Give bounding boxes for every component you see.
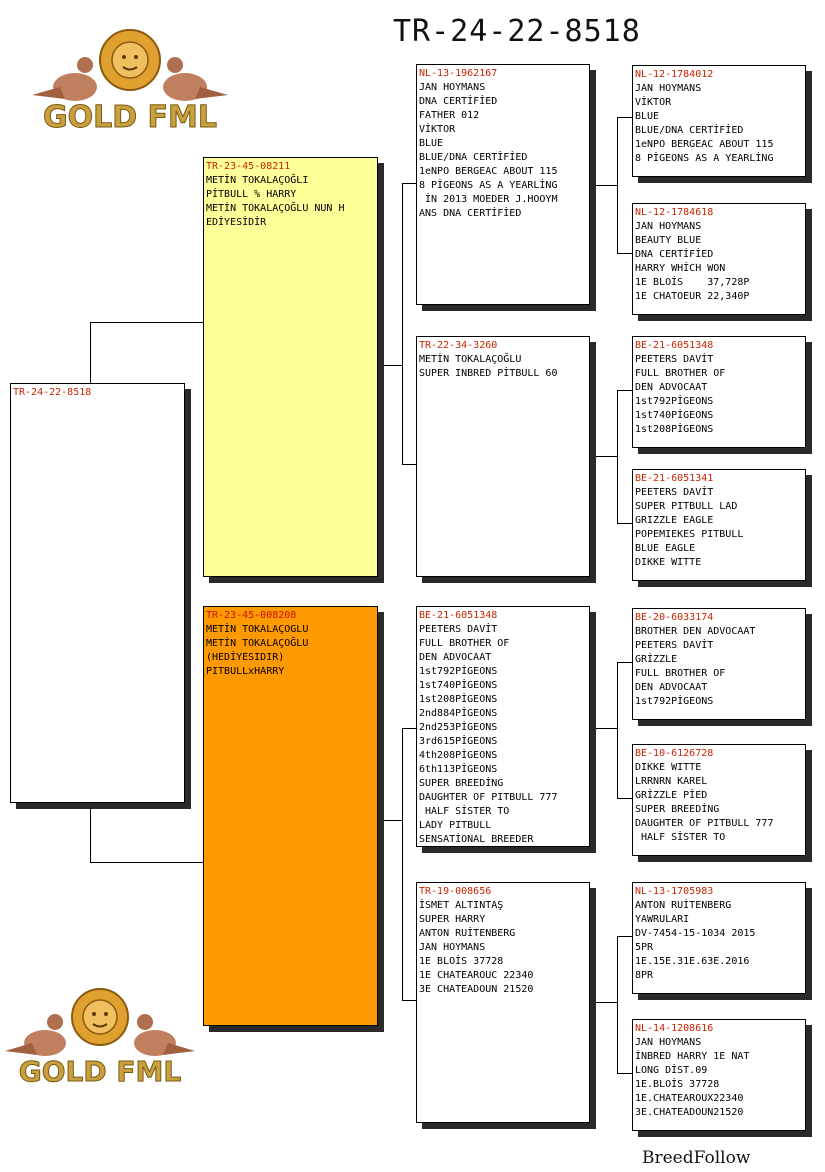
- pigeon-info-line: JAN HOYMANS: [635, 221, 702, 232]
- pigeon-info-line: DEN ADVOCAAT: [635, 682, 708, 693]
- pigeon-info-line: 1E BLOİS 37,728P: [635, 277, 750, 288]
- pigeon-info-line: 2nd884PİGEONS: [419, 708, 498, 719]
- pigeon-info-line: METİN TOKALAÇOĞLU NUN H: [206, 203, 345, 214]
- ring-number: TR-23-45-008208: [206, 610, 297, 621]
- pigeon-icon-right: [163, 57, 228, 101]
- connector: [377, 365, 402, 366]
- pigeon-card-sire-dam-sire[interactable]: [632, 336, 806, 448]
- pigeon-info-line: FULL BROTHER OF: [635, 668, 726, 679]
- pigeon-info-line: PİTBULL % HARRY: [206, 189, 297, 200]
- connector: [90, 322, 204, 323]
- connector: [617, 390, 633, 391]
- ring-number: BE-10-6126728: [635, 748, 714, 759]
- pigeon-info-line: GRİZZLE PİED: [635, 790, 708, 801]
- pigeon-info-line: PEETERS DAVİT: [635, 487, 714, 498]
- pigeon-card-dam-dam[interactable]: [416, 882, 590, 1123]
- lion-icon: [100, 30, 160, 90]
- pigeon-info-line: 6th113PİGEONS: [419, 764, 498, 775]
- pigeon-info-line: EDİYESİDİR: [206, 217, 267, 228]
- connector: [617, 523, 633, 524]
- pigeon-info-line: 1st208PİGEONS: [635, 424, 714, 435]
- pigeon-info-line: 2nd253PİGEONS: [419, 722, 498, 733]
- logo-text: GOLD FML: [42, 100, 218, 135]
- connector: [402, 464, 417, 465]
- pigeon-info-line: 1eNPO BERGEAC ABOUT 115: [419, 166, 558, 177]
- pigeon-info-line: DAUGHTER OF PITBULL 777: [635, 818, 774, 829]
- pigeon-info-line: BEAUTY BLUE: [635, 235, 702, 246]
- pigeon-info-line: DV-7454-15-1034 2015: [635, 928, 756, 939]
- ring-number: BE-21-6051348: [635, 340, 714, 351]
- pigeon-info-line: METİN TOKALAÇOĞLU: [206, 638, 309, 649]
- pigeon-info-line: 1eNPO BERGEAC ABOUT 115: [635, 139, 774, 150]
- pigeon-info-line: PEETERS DAVİT: [419, 624, 498, 635]
- gold-fml-logo-top: [30, 15, 230, 135]
- pigeon-info-line: DAUGHTER OF PITBULL 777: [419, 792, 558, 803]
- pigeon-info-line: 1E.15E.31E.63E.2016: [635, 956, 750, 967]
- connector: [617, 390, 618, 523]
- connector: [617, 1073, 633, 1074]
- connector: [617, 662, 618, 798]
- connector: [590, 1002, 617, 1003]
- ring-number: BE-20-6033174: [635, 612, 714, 623]
- pigeon-info-line: LONG DİST.09: [635, 1065, 708, 1076]
- connector: [590, 185, 617, 186]
- connector: [590, 456, 617, 457]
- pigeon-info-line: JAN HOYMANS: [419, 82, 486, 93]
- pigeon-info-line: GRİZZLE: [635, 654, 678, 665]
- pigeon-card-sire-dam-dam[interactable]: [632, 469, 806, 581]
- pigeon-card-dam[interactable]: [203, 606, 378, 1026]
- pigeon-info-line: SENSATİONAL BREEDER: [419, 834, 534, 845]
- pigeon-info-line: SUPER INBRED PİTBULL 60: [419, 368, 558, 379]
- pigeon-icon-right: [134, 1014, 195, 1056]
- pigeon-info-line: SUPER BREEDİNG: [419, 778, 504, 789]
- pigeon-info-line: BLUE: [635, 111, 660, 122]
- ring-number: TR-24-22-8518: [13, 387, 92, 398]
- connector: [90, 862, 204, 863]
- pigeon-info-line: 3rd615PİGEONS: [419, 736, 498, 747]
- connector: [617, 662, 633, 663]
- pigeon-info-line: DEN ADVOCAAT: [419, 652, 492, 663]
- pigeon-info-line: 4th208PİGEONS: [419, 750, 498, 761]
- pigeon-info-line: ANTON RUİTENBERG: [419, 928, 516, 939]
- pigeon-card-sire-dam[interactable]: [416, 336, 590, 577]
- pigeon-info-line: HALF SİSTER TO: [419, 806, 510, 817]
- pigeon-info-line: POPEMIEKES PITBULL: [635, 529, 744, 540]
- pigeon-card-sire-sire-sire[interactable]: [632, 65, 806, 177]
- ring-number: NL-12-1784618: [635, 207, 714, 218]
- pigeon-info-line: METİN TOKALAÇOĞLU: [419, 354, 522, 365]
- gold-fml-logo-bottom: [5, 975, 195, 1090]
- footer-brand: BreedFollow: [642, 1148, 751, 1168]
- connector: [617, 117, 633, 118]
- pigeon-info-line: İNBRED HARRY 1E NAT: [635, 1051, 750, 1062]
- ring-number: TR-22-34-3260: [419, 340, 498, 351]
- pigeon-info-line: ANS DNA CERTİFİED: [419, 208, 522, 219]
- connector: [617, 936, 633, 937]
- pigeon-info-line: JAN HOYMANS: [635, 83, 702, 94]
- page-title: TR-24-22-8518: [393, 14, 641, 49]
- pigeon-info-line: METİN TOKALAÇOĞLI: [206, 175, 309, 186]
- pigeon-info-line: FATHER 012: [419, 110, 480, 121]
- pigeon-card-subject[interactable]: [10, 383, 185, 803]
- pigeon-info-line: VİKTOR: [419, 124, 456, 135]
- ring-number: BE-21-6051341: [635, 473, 714, 484]
- pigeon-icon-left: [5, 1014, 66, 1056]
- pigeon-info-line: İN 2013 MOEDER J.HOOYM: [419, 194, 558, 205]
- pigeon-info-line: (HEDİYESIDIR): [206, 652, 285, 663]
- ring-number: NL-14-1208616: [635, 1023, 714, 1034]
- ring-number: TR-19-008656: [419, 886, 492, 897]
- pigeon-info-line: YAWRULARI: [635, 914, 690, 925]
- pigeon-card-dam-dam-sire[interactable]: [632, 882, 806, 994]
- pigeon-info-line: 5PR: [635, 942, 654, 953]
- pigeon-info-line: SUPER PITBULL LAD: [635, 501, 738, 512]
- connector: [402, 728, 417, 729]
- connector: [377, 820, 402, 821]
- pigeon-info-line: JAN HOYMANS: [635, 1037, 702, 1048]
- connector: [402, 183, 417, 184]
- pigeon-info-line: SUPER HARRY: [419, 914, 486, 925]
- pigeon-info-line: 3E CHATEADOUN 21520: [419, 984, 534, 995]
- pigeon-info-line: 1E.BLOİS 37728: [635, 1079, 720, 1090]
- pigeon-info-line: VİKTOR: [635, 97, 672, 108]
- pigeon-info-line: 8PR: [635, 970, 654, 981]
- pigeon-card-dam-dam-dam[interactable]: [632, 1019, 806, 1131]
- pigeon-info-line: HARRY WHİCH WON: [635, 263, 726, 274]
- pigeon-info-line: DIKKE WITTE: [635, 762, 702, 773]
- pigeon-info-line: BLUE: [419, 138, 444, 149]
- pigeon-info-line: GRIZZLE EAGLE: [635, 515, 714, 526]
- connector: [617, 117, 618, 253]
- pigeon-info-line: 1E CHATOEUR 22,340P: [635, 291, 750, 302]
- ring-number: TR-23-45-08211: [206, 161, 291, 172]
- lion-icon: [72, 989, 128, 1045]
- pigeon-info-line: FULL BROTHER OF: [419, 638, 510, 649]
- pigeon-info-line: 3E.CHATEADOUN21520: [635, 1107, 744, 1118]
- pigeon-info-line: İSMET ALTINTAŞ: [419, 900, 504, 911]
- ring-number: NL-13-1705983: [635, 886, 714, 897]
- pigeon-info-line: 8 PİGEONS AS A YEARLİNG: [635, 153, 774, 164]
- ring-number: BE-21-6051348: [419, 610, 498, 621]
- pigeon-info-line: BLUE EAGLE: [635, 543, 696, 554]
- connector: [402, 1000, 417, 1001]
- pigeon-card-dam-sire[interactable]: [416, 606, 590, 847]
- connector: [617, 936, 618, 1073]
- connector: [402, 183, 403, 464]
- ring-number: NL-13-1962167: [419, 68, 498, 79]
- pigeon-info-line: DEN ADVOCAAT: [635, 382, 708, 393]
- pigeon-info-line: HALF SİSTER TO: [635, 832, 726, 843]
- pigeon-card-dam-sire-dam[interactable]: [632, 744, 806, 856]
- pigeon-info-line: ANTON RUİTENBERG: [635, 900, 732, 911]
- pigeon-info-line: 1E BLOİS 37728: [419, 956, 504, 967]
- connector: [617, 253, 633, 254]
- pigeon-info-line: METİN TOKALAÇOGLU: [206, 624, 309, 635]
- connector: [90, 322, 91, 384]
- pigeon-info-line: DNA CERTİFİED: [419, 96, 498, 107]
- connector: [402, 728, 403, 1000]
- pigeon-info-line: 1st792PİGEONS: [635, 396, 714, 407]
- pigeon-card-sire-sire[interactable]: [416, 64, 590, 305]
- pigeon-info-line: 8 PİGEONS AS A YEARLİNG: [419, 180, 558, 191]
- pigeon-info-line: PITBULLxHARRY: [206, 666, 285, 677]
- pigeon-info-line: 1E.CHATEAROUX22340: [635, 1093, 744, 1104]
- pigeon-info-line: FULL BROTHER OF: [635, 368, 726, 379]
- pigeon-info-line: BLUE/DNA CERTİFİED: [635, 125, 744, 136]
- pigeon-card-dam-sire-sire[interactable]: [632, 608, 806, 720]
- ring-number: NL-12-1784012: [635, 69, 714, 80]
- pigeon-info-line: JAN HOYMANS: [419, 942, 486, 953]
- connector: [590, 728, 617, 729]
- pigeon-info-line: 1E CHATEAROUC 22340: [419, 970, 534, 981]
- pigeon-info-line: 1st740PİGEONS: [635, 410, 714, 421]
- pigeon-info-line: BLUE/DNA CERTİFİED: [419, 152, 528, 163]
- pigeon-card-sire-sire-dam[interactable]: [632, 203, 806, 315]
- pigeon-info-line: LRRNRN KAREL: [635, 776, 708, 787]
- connector: [617, 798, 633, 799]
- pigeon-info-line: 1st740PİGEONS: [419, 680, 498, 691]
- pigeon-info-line: LADY PITBULL: [419, 820, 492, 831]
- pigeon-info-line: DIKKE WITTE: [635, 557, 702, 568]
- pigeon-info-line: BROTHER DEN ADVOCAAT: [635, 626, 756, 637]
- pigeon-card-sire[interactable]: [203, 157, 378, 577]
- pigeon-info-line: PEETERS DAVİT: [635, 354, 714, 365]
- pigeon-info-line: 1st792PİGEONS: [635, 696, 714, 707]
- pigeon-info-line: DNA CERTİFİED: [635, 249, 714, 260]
- pigeon-info-line: PEETERS DAVİT: [635, 640, 714, 651]
- logo-text: GOLD FML: [18, 1055, 182, 1088]
- connector: [90, 802, 91, 863]
- pigeon-info-line: 1st792PİGEONS: [419, 666, 498, 677]
- pigeon-info-line: 1st208PİGEONS: [419, 694, 498, 705]
- pigeon-icon-left: [32, 57, 97, 101]
- pigeon-info-line: SUPER BREEDİNG: [635, 804, 720, 815]
